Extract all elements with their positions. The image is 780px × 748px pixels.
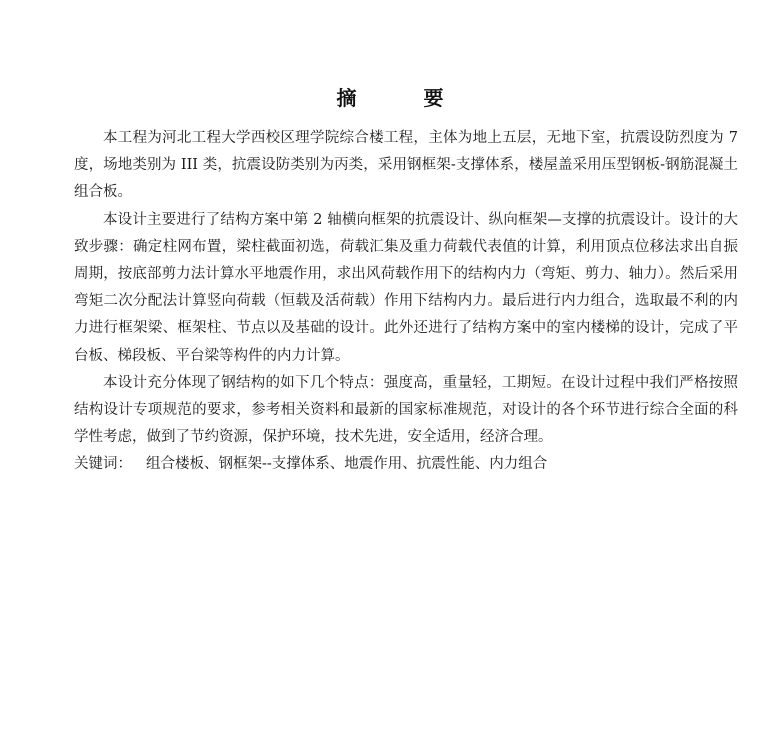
abstract-title: 摘 要	[336, 86, 474, 110]
abstract-body	[74, 125, 738, 479]
abstract-paragraph-design-content: 本设计主要进行了结构方案中第 2 轴横向框架的抗震设计、纵向框架—支撑的抗震设计。设计的大致步骤：确定柱网布置，梁柱截面初选，荷载汇集及重力荷载代表值的计算，利用顶点位移法求出自振周期，按底部剪力法计算水平地震作用，求出风荷载作用下的结构内力（弯矩、剪力、轴力）。然后采用弯矩二次分配法计算竖向荷载（恒载及活荷载）作用下结构内力。最后进行内力组合，选取最不利的内力进行框架梁、框架柱、节点以及基础的设计。此外还进行了结构方案中的室内楼梯的设计，完成了平台板、梯段板、平台梁等构件的内力计算。	[74, 211, 738, 364]
abstract-paragraph-characteristics: 本设计充分体现了钢结构的如下几个特点：强度高，重量轻，工期短。在设计过程中我们严格按照结构设计专项规范的要求，参考相关资料和最新的国家标准规范，对设计的各个环节进行综合全面的科学性考虑，做到了节约资源，保护环境，技术先进，安全适用，经济合理。	[74, 374, 738, 446]
keywords-value: 组合楼板、钢框架--支撑体系、地震作用、抗震性能、内力组合	[146, 456, 548, 473]
abstract-paragraph-project-overview: 本工程为河北工程大学西校区理学院综合楼工程，主体为地上五层，无地下室，抗震设防烈度为 7 度，场地类别为 III 类，抗震设防类别为丙类，采用钢框架-支撑体系，楼屋盖采用压型钢板-钢筋混凝土组合板。	[74, 130, 738, 201]
keywords-line	[74, 451, 738, 478]
keywords-label: 关键词：	[74, 456, 132, 473]
